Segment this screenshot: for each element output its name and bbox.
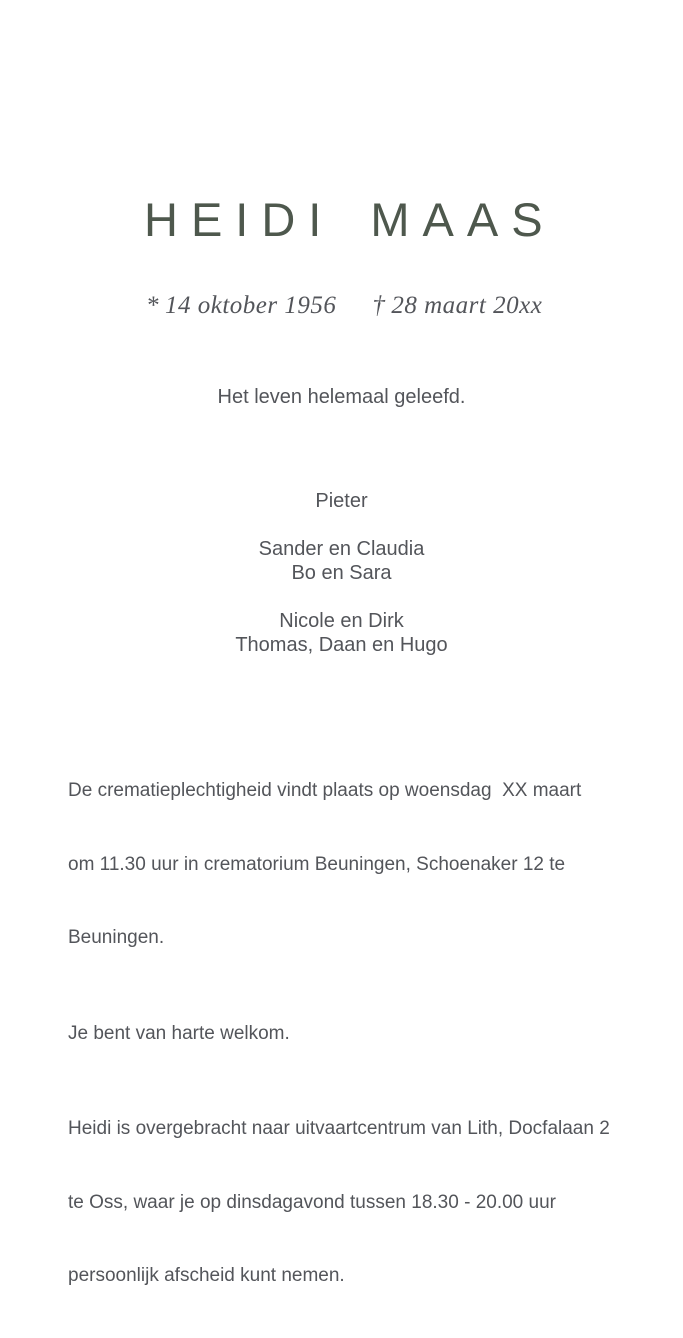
died-cross-symbol: † <box>372 292 386 319</box>
ceremony-line: Beuningen. <box>68 927 165 948</box>
family-group-partner <box>0 489 683 513</box>
welcome-line: Je bent van harte welkom. <box>68 1022 290 1044</box>
death-date-text: 28 maart 20xx <box>391 292 543 319</box>
family-group-children-1 <box>0 537 683 585</box>
family-group-children-2 <box>0 609 683 657</box>
visitation-line: te Oss, waar je op dinsdagavond tussen 18.30 - 20.00 uur <box>68 1191 556 1213</box>
family-name-line: Sander en Claudia <box>258 538 425 560</box>
life-dates <box>146 292 542 320</box>
death-date <box>372 292 542 319</box>
family-name-line: Thomas, Daan en Hugo <box>235 634 448 656</box>
ceremony-paragraph <box>68 730 628 1000</box>
birth-date-text: 14 oktober 1956 <box>165 292 337 319</box>
deceased-name: HEIDI MAAS <box>144 193 556 246</box>
born-asterisk-symbol: * <box>146 292 159 319</box>
family-name-line: Bo en Sara <box>291 562 392 584</box>
ceremony-line: om 11.30 uur in crematorium Beuningen, Schoenaker 12 te <box>68 853 566 875</box>
family-name-line: Nicole en Dirk <box>279 610 404 632</box>
motto-line: Het leven helemaal geleefd. <box>217 386 466 408</box>
ceremony-line: De crematieplechtigheid vindt plaats op woensdag XX maart <box>68 780 582 801</box>
family-names <box>0 489 683 657</box>
family-name-line: Pieter <box>315 490 368 512</box>
birth-date <box>146 292 336 319</box>
visitation-paragraph <box>68 1068 628 1338</box>
announcement-text <box>68 730 628 1338</box>
visitation-line: Heidi is overgebracht naar uitvaartcentrum van Lith, Docfalaan 2 <box>68 1118 610 1139</box>
visitation-line: persoonlijk afscheid kunt nemen. <box>68 1265 345 1286</box>
